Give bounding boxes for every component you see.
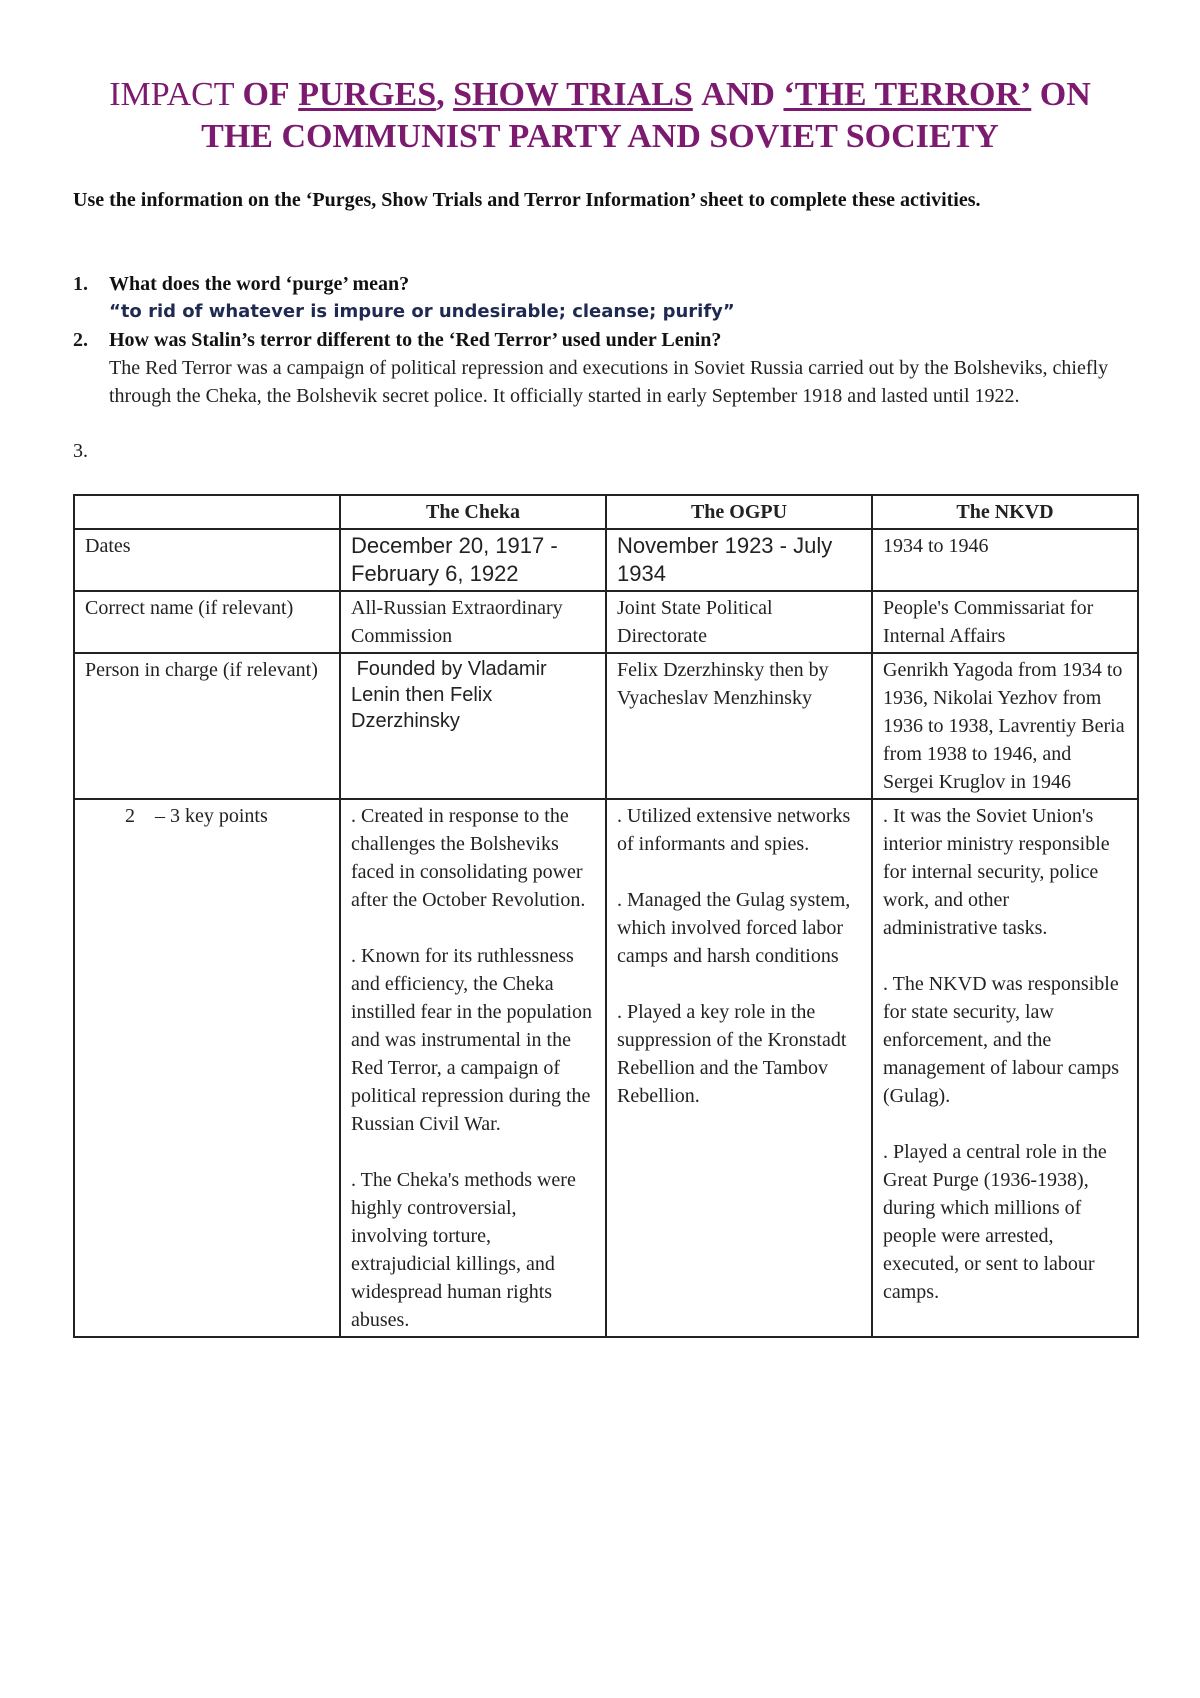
title-part-3: PURGES — [298, 76, 437, 113]
nkvd-dates: 1934 to 1946 — [872, 529, 1138, 591]
instructions: Use the information on the ‘Purges, Show Trials and Terror Information’ sheet to complete these activities. — [73, 189, 981, 211]
answer-text: The Red Terror was a campaign of political repression and executions in Soviet Russia carried out by the Bolsheviks, chiefly through the Cheka, the Bolshevik secret police. It officially started in early September 1918 and lasted until 1922. — [109, 357, 1109, 407]
header-nkvd: The NKVD — [872, 495, 1138, 529]
header-empty — [74, 495, 340, 529]
answer-text: “to rid of whatever is impure or undesirable; cleanse; purify” — [109, 301, 735, 322]
title-part-2: OF — [242, 76, 290, 113]
title-line-2: THE COMMUNIST PARTY AND SOVIET SOCIETY — [201, 118, 999, 155]
ogpu-person: Felix Dzerzhinsky then by Vyacheslav Menzhinsky — [606, 653, 872, 799]
ogpu-name: Joint State Political Directorate — [606, 591, 872, 653]
title-part-4: , — [436, 76, 445, 113]
question-list — [73, 270, 1143, 410]
cheka-dates: December 20, 1917 - February 6, 1922 — [340, 529, 606, 591]
question-number: 2. — [73, 329, 88, 351]
table-row-keypoints — [74, 799, 1138, 1337]
table-row-name — [74, 591, 1138, 653]
key-point: . The Cheka's methods were highly controversial, involving torture, extrajudicial killings, and widespread human rights abuses. — [351, 1169, 576, 1331]
ogpu-keypoints — [606, 799, 872, 1337]
agency-comparison-table — [73, 494, 1139, 1338]
row-label: Person in charge (if relevant) — [74, 653, 340, 799]
table-header-row — [74, 495, 1138, 529]
key-point: . The NKVD was responsible for state security, law enforcement, and the management of labour camps (Gulag). — [883, 973, 1120, 1107]
header-ogpu: The OGPU — [606, 495, 872, 529]
key-point: . Created in response to the challenges the Bolsheviks faced in consolidating power after the October Revolution. — [351, 805, 586, 911]
question-2 — [73, 326, 1143, 410]
question-3-label: 3. — [73, 440, 88, 462]
table-row-dates — [74, 529, 1138, 591]
title-part-1: IMPACT — [109, 76, 234, 113]
key-point: . Known for its ruthlessness and efficiency, the Cheka instilled fear in the population and was instrumental in the Red Terror, a campaign of political repression during the Russian Civil War. — [351, 945, 593, 1135]
nkvd-keypoints — [872, 799, 1138, 1337]
question-number: 1. — [73, 273, 88, 295]
title-part-5: SHOW TRIALS — [453, 76, 693, 113]
title-part-6: AND — [701, 76, 775, 113]
question-1 — [73, 270, 1143, 326]
keypoints-label-number: 2 — [125, 805, 135, 827]
title-part-8: ON — [1039, 76, 1091, 113]
key-point: . Played a central role in the Great Purge (1936-1938), during which millions of people were arrested, executed, or sent to labour camps. — [883, 1141, 1107, 1303]
row-label — [74, 799, 340, 1337]
question-text: What does the word ‘purge’ mean? — [109, 273, 410, 295]
row-label: Correct name (if relevant) — [74, 591, 340, 653]
page-title — [60, 74, 1140, 158]
question-text: How was Stalin’s terror different to the ‘Red Terror’ used under Lenin? — [109, 329, 722, 351]
key-point: . Managed the Gulag system, which involved forced labor camps and harsh conditions — [617, 889, 851, 967]
keypoints-label-text: – 3 key points — [155, 805, 268, 827]
nkvd-name: People's Commissariat for Internal Affairs — [872, 591, 1138, 653]
key-point: . It was the Soviet Union's interior ministry responsible for internal security, police work, and other administrative tasks. — [883, 805, 1110, 939]
ogpu-dates: November 1923 - July 1934 — [606, 529, 872, 591]
cheka-keypoints — [340, 799, 606, 1337]
cheka-person: Founded by Vladamir Lenin then Felix Dzerzhinsky — [340, 653, 606, 799]
title-part-7: ‘THE TERROR’ — [783, 76, 1032, 113]
nkvd-person: Genrikh Yagoda from 1934 to 1936, Nikolai Yezhov from 1936 to 1938, Lavrentiy Beria from 1938 to 1946, and Sergei Kruglov in 1946 — [872, 653, 1138, 799]
table-row-person — [74, 653, 1138, 799]
cheka-name: All-Russian Extraordinary Commission — [340, 591, 606, 653]
key-point: . Utilized extensive networks of informants and spies. — [617, 805, 851, 855]
header-cheka: The Cheka — [340, 495, 606, 529]
key-point: . Played a key role in the suppression of the Kronstadt Rebellion and the Tambov Rebellion. — [617, 1001, 847, 1107]
row-label: Dates — [74, 529, 340, 591]
